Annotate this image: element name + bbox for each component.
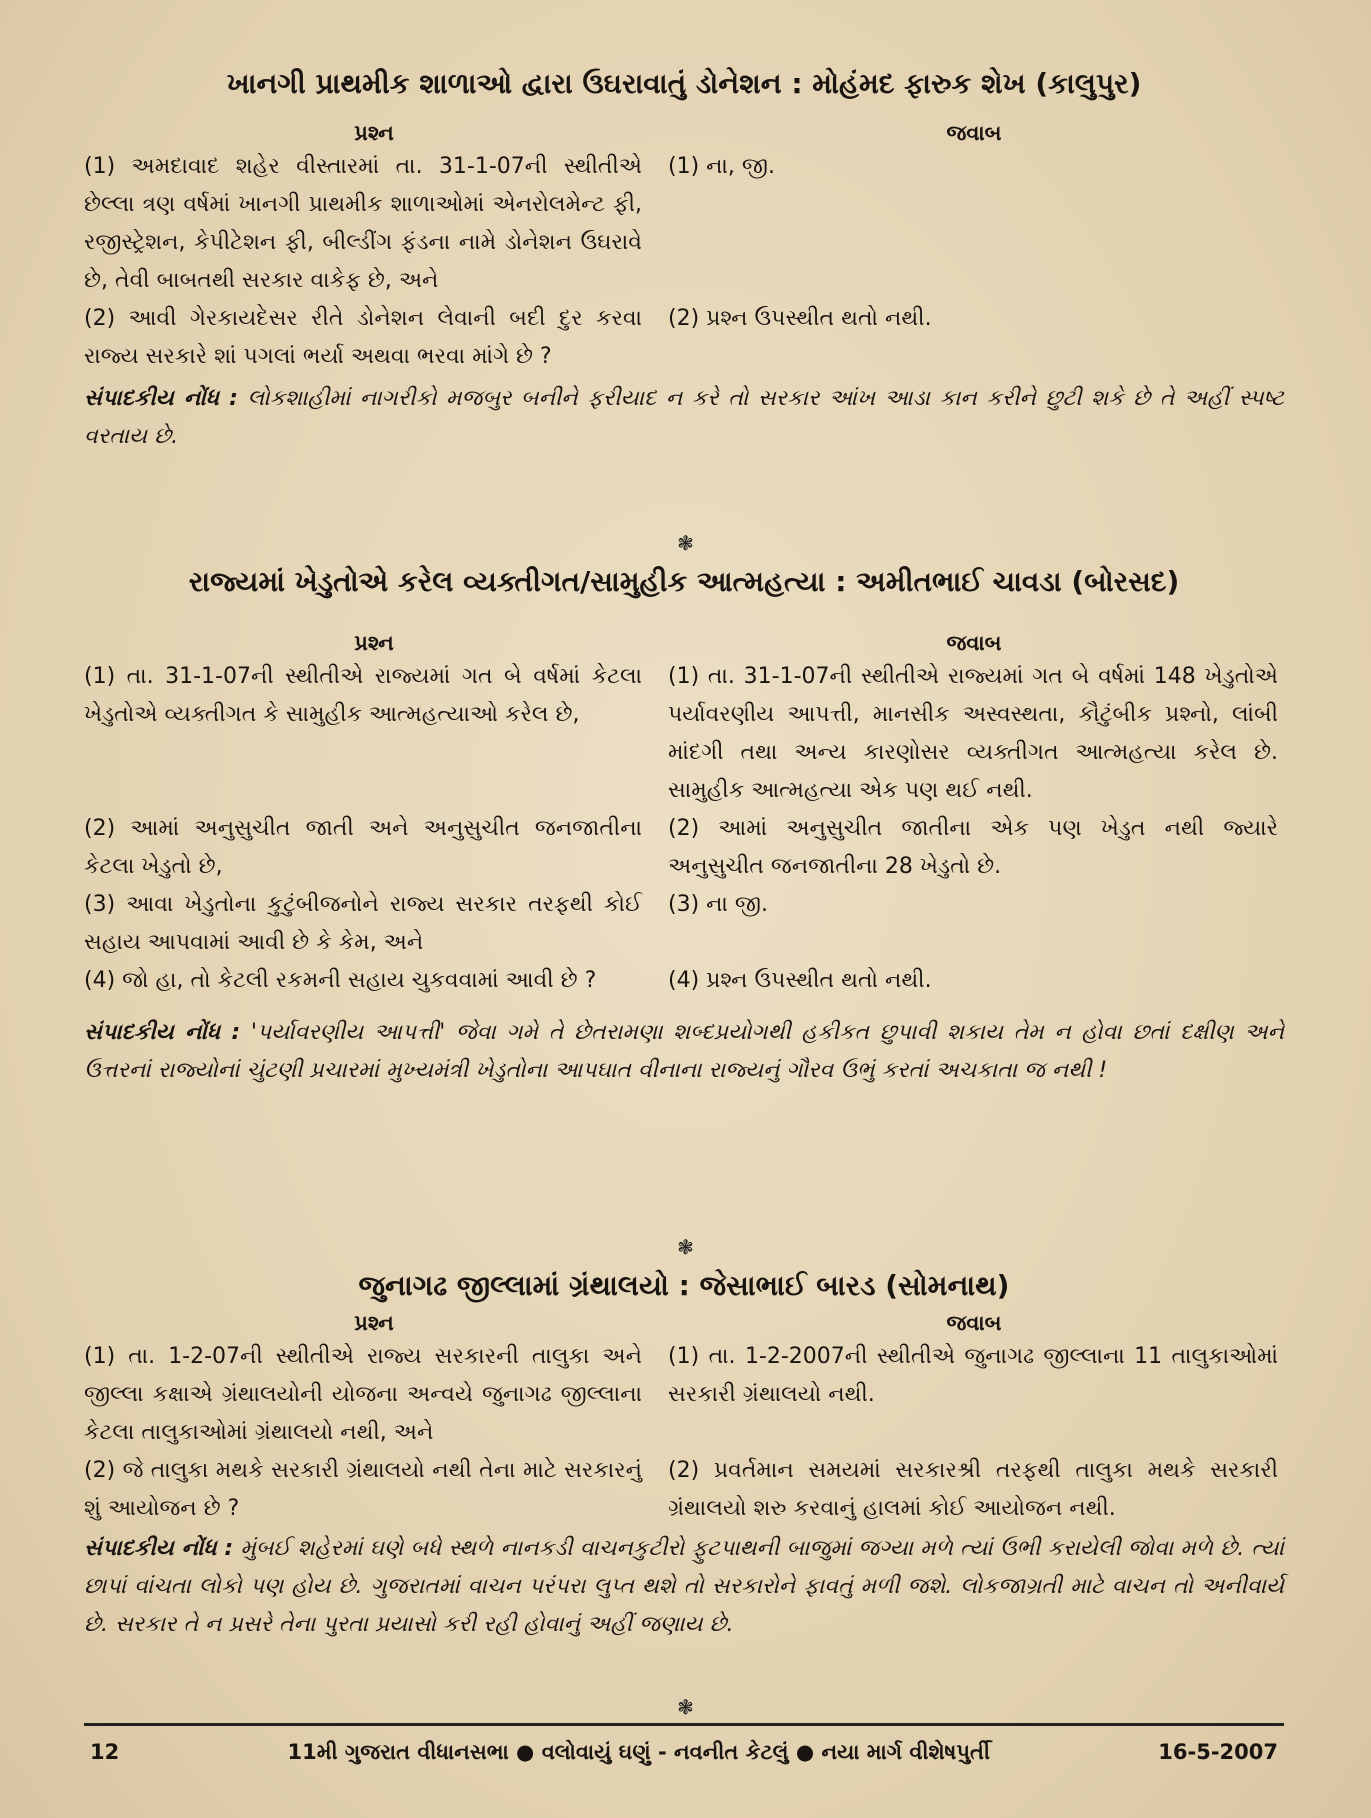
column-headers [84,118,1284,148]
answer-text: (2) પ્રવર્તમાન સમયમાં સરકારશ્રી તરફથી તાલુકા મથકે સરકારી ગ્રંથાલયો શરુ કરવાનું હાલમાં કોઈ આયોજન નથી. [668,1458,1278,1521]
editorial-note-text: મુંબઈ શહેરમાં ઘણે બધે સ્થળે નાનકડી વાચનકુટીરો ફુટપાથની બાજુમાં જગ્યા મળે ત્યાં ઉભી કરાયેલી જોવા મળે છે. ત્યાં છાપાં વાંચતા લોકો પણ હોય છે. ગુજરાતમાં વાચન પરંપરા લુપ્ત થશે તો સરકારોને ફાવતું મળી જશે. લોકજાગ્રતી માટે વાચન તો અનીવાર્ય છે. સરકાર તે ન પ્રસરે તેના પુરતા પ્રયાસો કરી રહી હોવાનું અહીં જણાય છે. [84,1536,1284,1637]
publication-title: 11મી ગુજરાત વીધાનસભા ● વલોવાયું ઘણું - નવનીત કેટલું ● નયા માર્ગ વીશેષપુર્તી [287,1739,990,1764]
answer-text: (2) આમાં અનુસુચીત જાતીના એક પણ ખેડુત નથી જ્યારે અનુસુચીત જનજાતીના 28 ખેડુતો છે. [668,816,1278,879]
separator-ornament-icon: ❃ [677,1235,694,1259]
qa-row [84,810,1284,886]
separator-ornament-icon: ❃ [677,1695,694,1719]
answer-text: (4) પ્રશ્ન ઉપસ્થીત થતો નથી. [668,968,932,993]
question-header: પ્રશ્ન [354,1311,394,1335]
qa-row [84,1452,1284,1528]
answer-header: જવાબ [946,1311,1002,1335]
answer-text: (1) તા. 1-2-2007ની સ્થીતીએ જુનાગઢ જીલ્લાના 11 તાલુકાઓમાં સરકારી ગ્રંથાલયો નથી. [668,1344,1278,1407]
question-text: (2) આવી ગેરકાયદેસર રીતે ડોનેશન લેવાની બદી દુર કરવા રાજ્ય સરકારે શાં પગલાં ભર્યા અથવા ભરવા માંગે છે ? [84,306,642,369]
answer-header: જવાબ [946,631,1002,655]
answer-header: જવાબ [946,121,1002,145]
section-title: જુનાગઢ જીલ્લામાં ગ્રંથાલયો : જેસાભાઈ બારડ (સોમનાથ) [358,1269,1010,1302]
question-header: પ્રશ્ન [354,631,394,655]
answer-text: (3) ના જી. [668,892,769,917]
question-text: (1) અમદાવાદ શહેર વીસ્તારમાં તા. 31-1-07ની સ્થીતીએ છેલ્લા ત્રણ વર્ષમાં ખાનગી પ્રાથમીક શાળાઓમાં એનરોલમેન્ટ ફી, રજીસ્ટ્રેશન, કેપીટેશન ફી, બીલ્ડીંગ ફંડના નામે ડોનેશન ઉઘરાવે છે, તેવી બાબતથી સરકાર વાકેફ છે, અને [84,154,642,293]
publication-date: 16-5-2007 [1158,1740,1278,1764]
editorial-note [84,380,1284,456]
qa-row [84,658,1284,810]
question-text: (1) તા. 1-2-07ની સ્થીતીએ રાજ્ય સરકારની તાલુકા અને જીલ્લા કક્ષાએ ગ્રંથાલયોની યોજના અન્વયે જુનાગઢ જીલ્લાના કેટલા તાલુકાઓમાં ગ્રંથાલયો નથી, અને [84,1344,642,1445]
editorial-note [84,1530,1284,1644]
question-text: (3) આવા ખેડુતોના કુટુંબીજનોને રાજ્ય સરકાર તરફથી કોઈ સહાય આપવામાં આવી છે કે કેમ, અને [84,892,642,955]
qa-row [84,886,1284,962]
qa-row [84,1338,1284,1452]
editorial-note-label: સંપાદકીય નોંધ : [84,386,238,411]
section-title: ખાનગી પ્રાથમીક શાળાઓ દ્વારા ઉઘરાવાતું ડોનેશન : મોહંમદ ફારુક શેખ (કાલુપુર) [226,67,1142,100]
section-1 [84,64,1284,456]
qa-row [84,300,1284,376]
editorial-note [84,1014,1284,1090]
editorial-note-text: લોકશાહીમાં નાગરીકો મજબુર બનીને ફરીયાદ ન કરે તો સરકાર આંખ આડા કાન કરીને છુટી શકે છે તે અહીં સ્પષ્ટ વરતાય છે. [84,386,1284,449]
qa-row [84,148,1284,300]
question-text: (1) તા. 31-1-07ની સ્થીતીએ રાજ્યમાં ગત બે વર્ષમાં કેટલા ખેડુતોએ વ્યક્તીગત કે સામુહીક આત્મહત્યાઓ કરેલ છે, [84,664,642,727]
answer-text: (2) પ્રશ્ન ઉપસ્થીત થતો નથી. [668,306,932,331]
editorial-note-text: 'પર્યાવરણીય આપત્તી' જેવા ગમે તે છેતરામણા શબ્દપ્રયોગથી હકીકત છુપાવી શકાય તેમ ન હોવા છતાં દક્ષીણ અને ઉત્તરનાં રાજ્યોનાં ચુંટણી પ્રચારમાં મુખ્યમંત્રી ખેડુતોના આપઘાત વીનાના રાજ્યનું ગૌરવ ઉભું કરતાં અચકાતા જ નથી ! [84,1020,1284,1083]
question-text: (2) આમાં અનુસુચીત જાતી અને અનુસુચીત જનજાતીના કેટલા ખેડુતો છે, [84,816,642,879]
section-2 [84,562,1284,1090]
question-header: પ્રશ્ન [354,121,394,145]
question-text: (2) જે તાલુકા મથકે સરકારી ગ્રંથાલયો નથી તેના માટે સરકારનું શું આયોજન છે ? [84,1458,642,1521]
question-text: (4) જો હા, તો કેટલી રકમની સહાય ચુકવવામાં આવી છે ? [84,968,597,993]
column-headers [84,628,1284,658]
footer-divider [84,1723,1284,1726]
editorial-note-label: સંપાદકીય નોંધ : [84,1020,241,1045]
page-number: 12 [90,1740,120,1764]
column-headers [84,1308,1284,1338]
answer-text: (1) ના, જી. [668,154,776,179]
section-3 [84,1266,1284,1644]
editorial-note-label: સંપાદકીય નોંધ : [84,1536,234,1561]
separator-ornament-icon: ❃ [677,531,694,555]
answer-text: (1) તા. 31-1-07ની સ્થીતીએ રાજ્યમાં ગત બે વર્ષમાં 148 ખેડુતોએ પર્યાવરણીય આપત્તી, માનસીક અસ્વસ્થતા, કૌટુંબીક પ્રશ્નો, લાંબી માંદગી તથા અન્ય કારણોસર વ્યક્તીગત આત્મહત્યા કરેલ છે. સામુહીક આત્મહત્યા એક પણ થઈ નથી. [668,664,1278,803]
page-footer [90,1732,1278,1772]
section-title: રાજ્યમાં ખેડુતોએ કરેલ વ્યક્તીગત/સામુહીક આત્મહત્યા : અમીતભાઈ ચાવડા (બોરસદ) [188,565,1180,598]
qa-row [84,962,1284,1000]
